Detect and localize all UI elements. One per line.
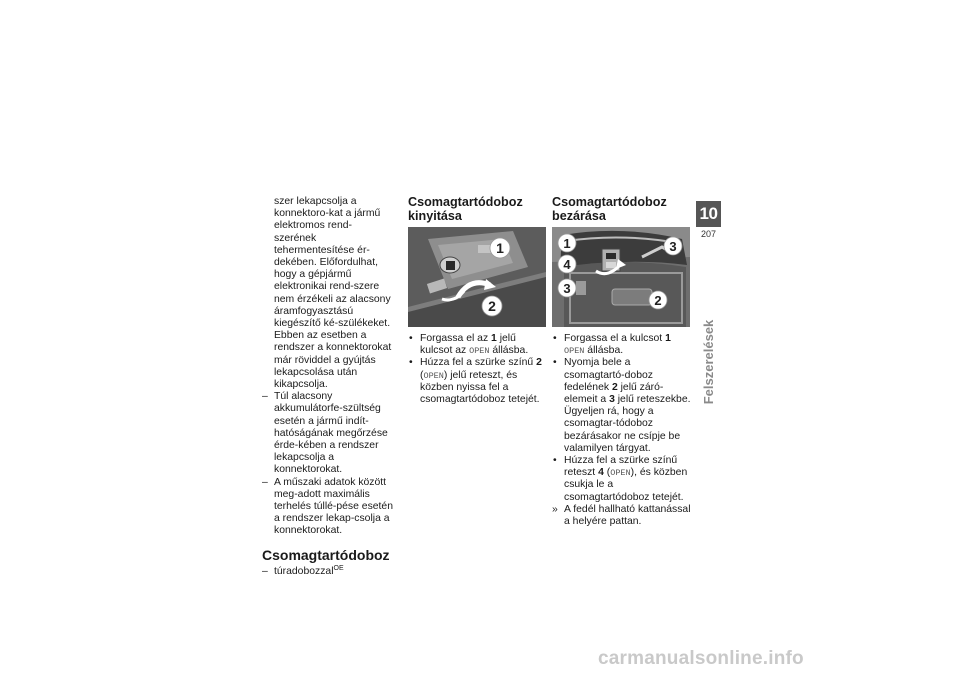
result-line: » A fedél hallható kattanással a helyére pattan. [552, 504, 692, 528]
chapter-title-vertical [699, 319, 719, 405]
oe-sup: OE [333, 564, 344, 572]
ref-number: 2 [536, 357, 542, 369]
heading-open-line2: kinyitása [408, 208, 462, 223]
heading-open-line1: Csomagtartódoboz [408, 195, 523, 209]
photo-close-label-3b: 3 [669, 239, 677, 254]
text-run: ( [603, 467, 611, 479]
note-text: Ügyeljen rá, hogy a csomagtar-tódoboz bezárásakor ne csípje be valamilyen tárgyat. [564, 406, 681, 454]
heading-close-line2: bezárása [552, 208, 606, 223]
bullet-open-step-2 [408, 357, 548, 406]
column-right [552, 196, 692, 528]
ref-number: 4 [598, 467, 604, 479]
ref-number: 1 [491, 333, 497, 344]
text-run: ), és közben csukja le a csomagtartódoboz tetejét. [564, 467, 688, 503]
code-open: OPEN [610, 468, 631, 479]
touring-case-text: túradobozzal [274, 565, 334, 577]
chapter-title-text: Felszerelések [701, 319, 716, 405]
text-run: Húzza fel a szürke színű reteszt [564, 455, 678, 479]
bullet-close-step-3 [552, 455, 692, 504]
photo-close-label-1: 1 [563, 236, 571, 251]
text-run: Húzza fel a szürke színű [420, 357, 537, 369]
text-run: állásba. [489, 345, 529, 357]
text-run: Nyomja bele a csomagtartó-doboz fedelének [564, 357, 653, 393]
code-open: OPEN [469, 346, 490, 357]
dash-item-max-load: – A műszaki adatok között meg-adott maximális terhelés túllé-pése esetén a rendszer lekap-csolja a konnektorokat. [262, 477, 394, 538]
column-middle [408, 196, 548, 406]
section-heading-close [552, 196, 692, 223]
text-run: ( [420, 369, 424, 381]
continued-paragraph: szer lekapcsolja a konnektoro-kat a jármű elektromos rend-szerének tehermentesítése ér-dekében. Előfordulhat, hogy a gépjármű elektronikai rend-szere nem érzékeli az alacsony áramfogyasztású kiegészítő ké-szülékeket. Ebben az esetben a rendszer a konnektorokat már röviddel a gyújtás lekapcsolása után kikapcsolja. [274, 196, 392, 391]
heading-close-line1: Csomagtartódoboz [552, 195, 667, 209]
page-number: 207 [700, 229, 717, 239]
watermark: carmanualsonline.info [598, 648, 804, 669]
bullet-open-step-1 [408, 333, 548, 357]
chapter-number-badge: 10 [696, 201, 721, 227]
photo-open-label-1: 1 [496, 240, 504, 256]
code-open: OPEN [423, 370, 444, 381]
column-left [262, 196, 394, 578]
section-heading-luggage: Csomagtartódoboz [262, 546, 390, 563]
photo-close-label-3a: 3 [563, 281, 571, 296]
photo-close-label-2: 2 [654, 293, 662, 308]
text-run: jelű reteszekbe. [614, 394, 691, 406]
text-run: Forgassa el a kulcsot [564, 333, 666, 344]
photo-close-label-4: 4 [563, 257, 571, 272]
dash-item-low-battery: – Túl alacsony akkumulátorfe-szültség esetén a jármű indít-hatóságának megőrzése érde-kében a rendszer lekapcsolja a konnektorokat. [262, 391, 394, 476]
bullet-close-step-2 [552, 357, 692, 455]
ref-number: 2 [611, 381, 618, 393]
text-run: ) jelű reteszt, és közben nyissa fel a csomagtartódoboz tetejét. [420, 369, 540, 406]
code-open: OPEN [564, 346, 585, 357]
text-run: Forgassa el az [420, 333, 492, 344]
dash-item-touring-case [262, 566, 394, 578]
ref-number: 1 [665, 333, 671, 344]
text-run: állásba. [584, 345, 624, 357]
text-run: jelű kulcsot az [420, 333, 516, 357]
section-heading-open [408, 196, 548, 223]
photo-open-label-2: 2 [488, 298, 496, 314]
ref-number: 3 [609, 394, 615, 406]
bullet-close-step-1 [552, 333, 692, 357]
photo-close-case [552, 227, 690, 327]
photo-open-case [408, 227, 546, 327]
text-run: jelű záró-elemeit a [564, 381, 664, 406]
